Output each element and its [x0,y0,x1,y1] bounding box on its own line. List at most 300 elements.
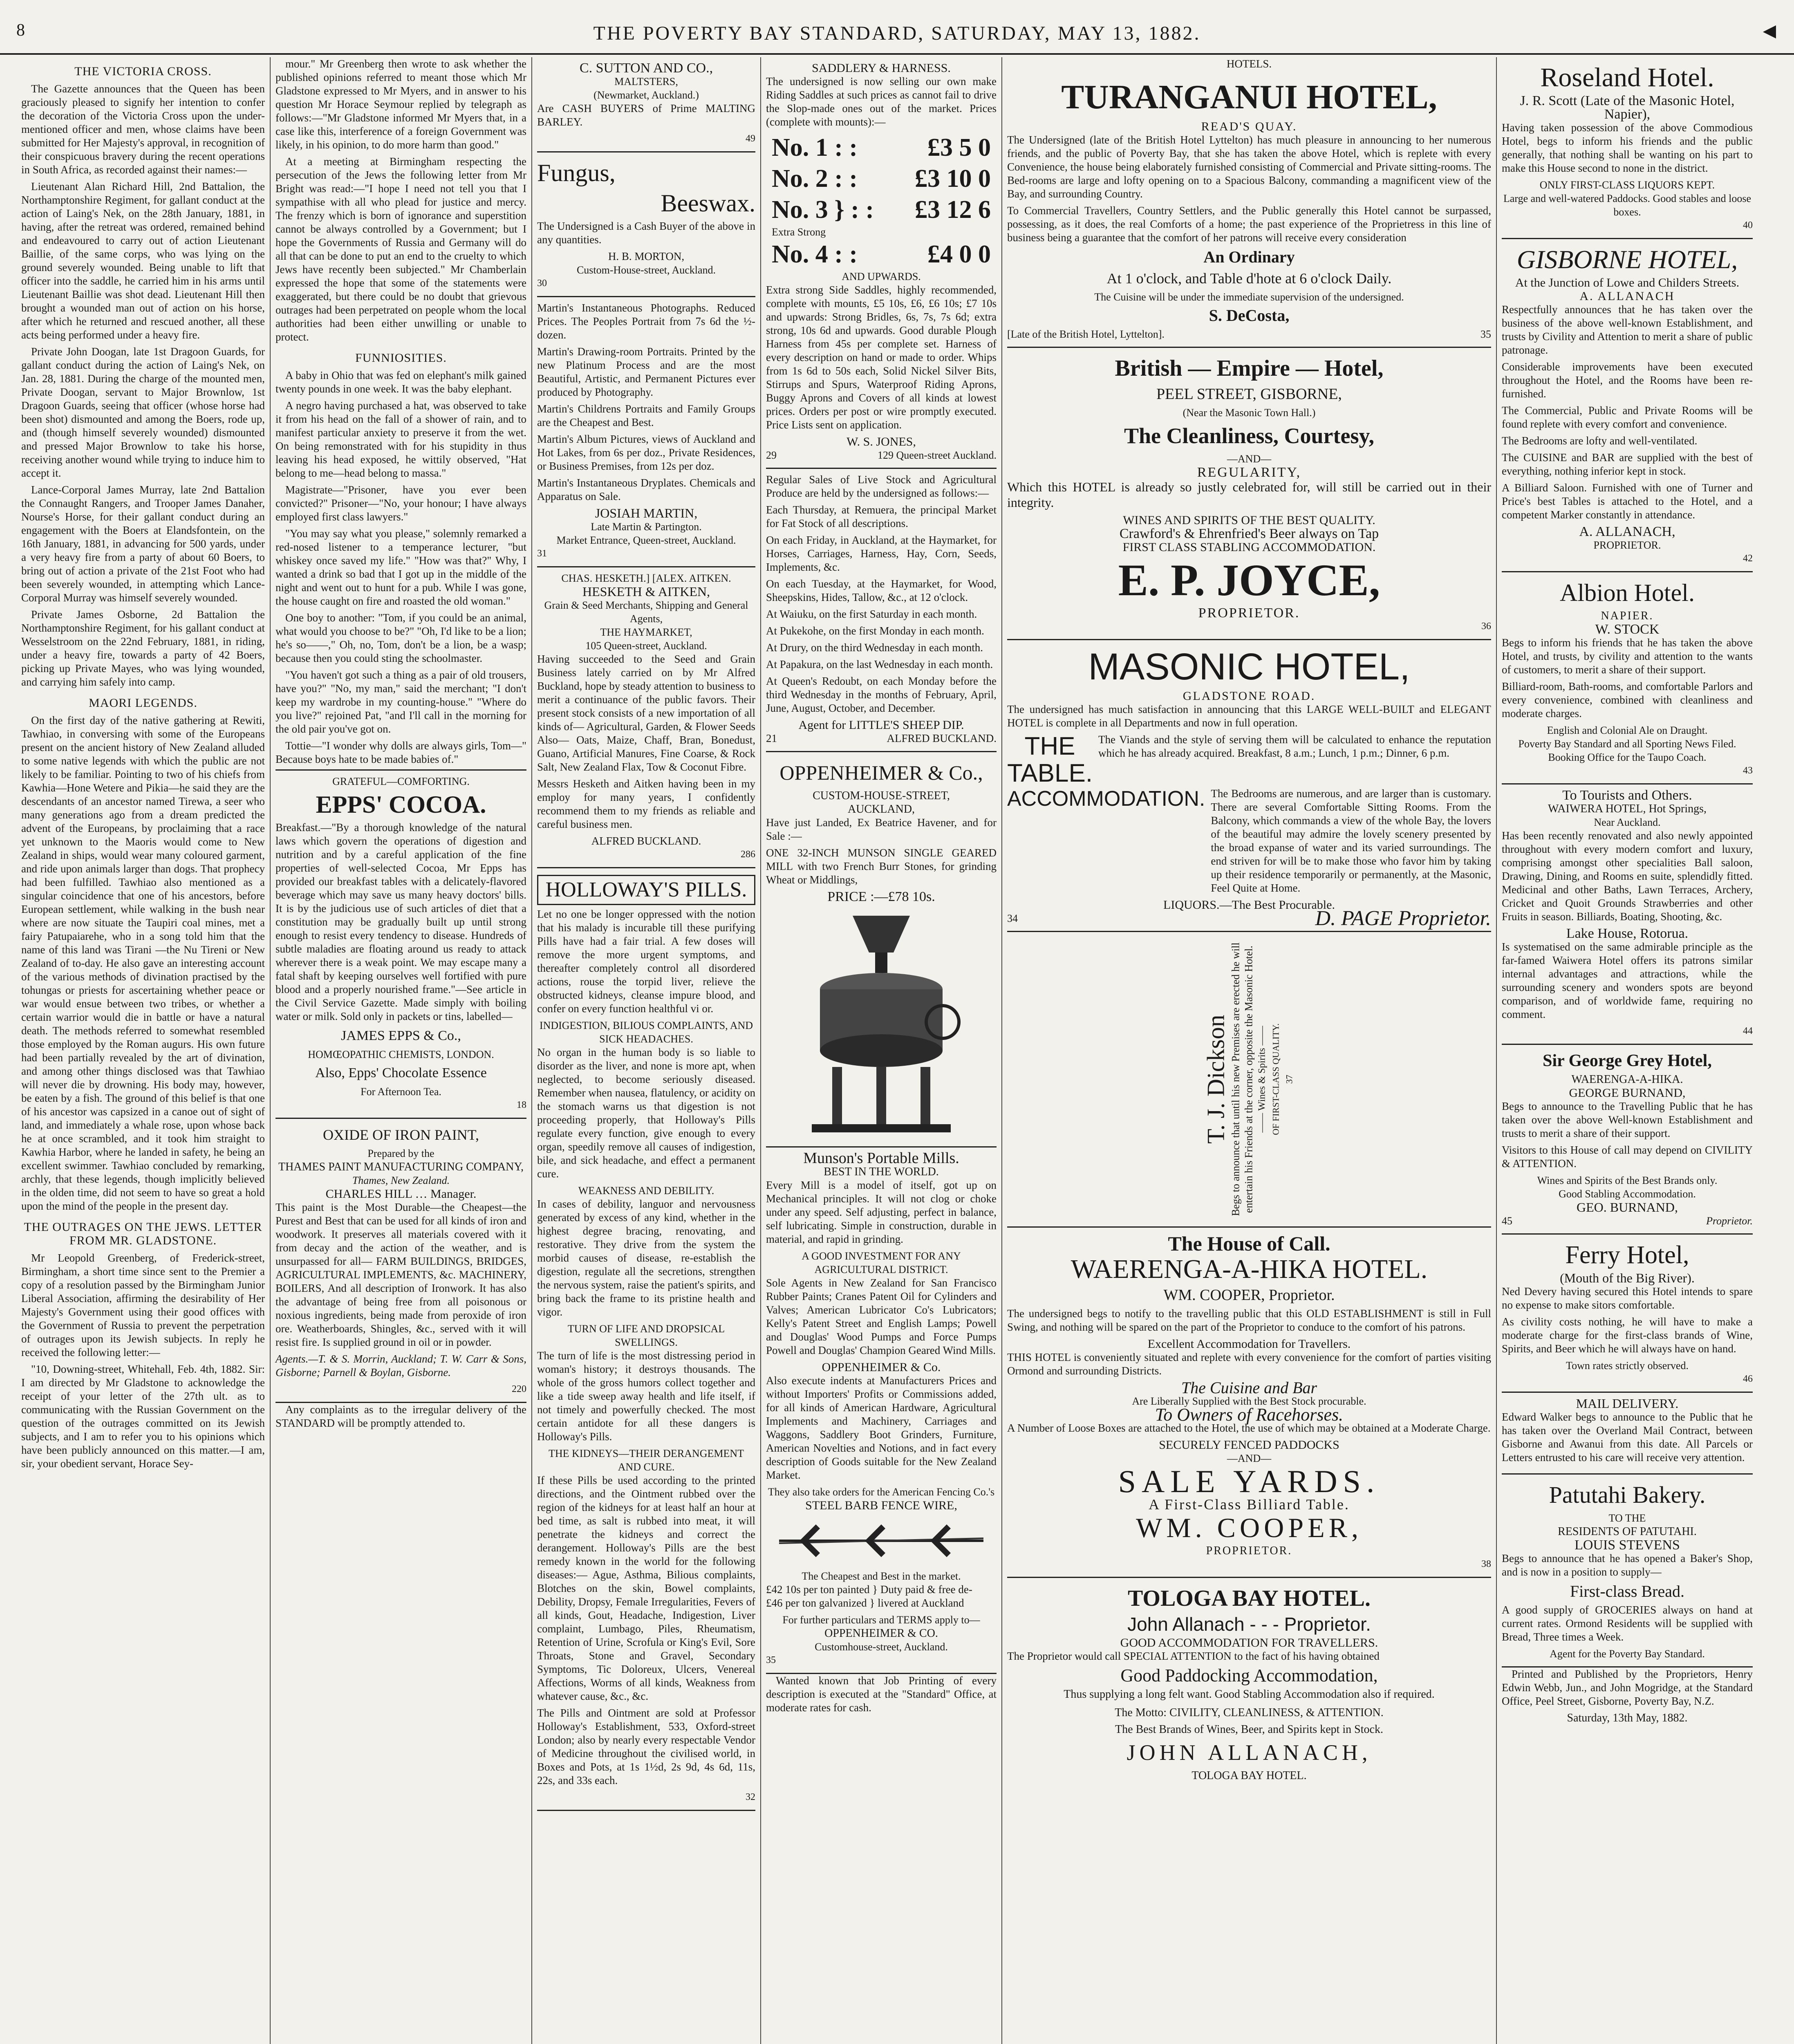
grey-loc: WAERENGA-A-HIKA. [1571,1073,1683,1086]
be-regularity: REGULARITY, [1197,465,1301,480]
albion-loc: NAPIER. [1601,610,1654,622]
be-addr: PEEL STREET, GISBORNE, [1156,385,1342,403]
paint-sub2: THAMES PAINT MANUFACTURING COMPANY, [278,1161,524,1173]
be-and: —AND— [1227,453,1272,465]
masonic-table: The Viands and the style of serving them will be calculated to enhance the reputation which he has already acquired. Breakfast, 8 a.m.; Lunch, 1 p.m.; Dinner, 6 p.m. [1098,733,1491,759]
mail-heading: MAIL DELIVERY. [1576,1396,1679,1411]
beeswax-title: Beeswax. [661,190,755,217]
albion-body2: Billiard-room, Bath-rooms, and comfortable Parlors and every convenience, combined with cleanliness and moderate charges. [1502,680,1753,719]
masthead [0,16,1794,55]
opp-price: PRICE :—£78 10s. [827,889,935,904]
sales-footer [766,732,997,745]
munson-body: Every Mill is a model of itself, got up on Mechanical principles. It will not clog or choke under any speed. Self adjusting, perfect in balance, self lubricating. Simple in construction, durable in material, and rapid in grinding. [766,1179,997,1245]
ad-number: 40 [1743,220,1753,231]
grey-title: Sir George Grey Hotel, [1543,1051,1712,1070]
tologa-body: The Proprietor would call SPECIAL ATTENTION to the fact of his having obtained [1007,1650,1380,1662]
sales-item: At Pukekohe, on the first Monday in each month. [766,625,984,637]
vc-para: Private James Osborne, 2d Battalion the Northamptonshire Regiment, for his gallant conduct at Wesselstroom on the 22nd February, 1881, in riding, under a heavy fire, towards a party of 42 Boers, picking up Private Mayes, who was lying wounded, and carrying him safely into camp. [21,608,265,688]
grey-body2: Visitors to this House of call may depend on CIVILITY & ATTENTION. [1502,1144,1753,1170]
sales-intro: Regular Sales of Live Stock and Agricultural Produce are held by the undersigned as follows:— [766,473,997,499]
fungus-ad [537,152,755,297]
tologa-sign2: TOLOGA BAY HOTEL. [1192,1769,1307,1782]
column-2 [270,57,531,2044]
column-1 [16,57,270,2044]
roseland-pad: Large and well-watered Paddocks. Good stables and loose boxes. [1503,193,1751,218]
martin-late: Late Martin & Partington. [591,521,702,533]
munson-invest: A GOOD INVESTMENT FOR ANY AGRICULTURAL DISTRICT. [802,1250,961,1275]
opp-body: Have just Landed, Ex Beatrice Havener, and for Sale :— [766,816,997,842]
ad-number: 31 [537,548,547,559]
ad-number: 286 [741,849,755,860]
martin-addr: Market Entrance, Queen-street, Auckland. [556,534,736,546]
hesketh-sub: Grain & Seed Merchants, Shipping and General Agents, [544,599,748,625]
masonic-body: The undersigned has much satisfaction in announcing that this LARGE WELL-BUILT and ELEGANT HOTEL is complete in all Departments and now in full operation. [1007,703,1491,729]
roseland-body: Having taken possession of the above Commodious Hotel, begs to inform his friends and the public generally, that nothing shall be wanting on his part to make this House second to none in the district. [1502,121,1753,174]
waiwera-body: Has been recently renovated and also newly appointed throughout with every modern comfort and luxury, comprising amongst other specialities Ball saloon, Drawing, Dining, and Rooms en suite, splendidly fitted. Medicinal and other Baths, Lawn Terraces, Archery, Cricket and Quoit Grounds Strawberries and other Fruits in season. Billiards, Boating, Shooting, &c. [1502,829,1753,923]
gis-prop: PROPRIETOR. [1593,539,1661,551]
albion-title: Albion Hotel. [1560,579,1695,606]
vc-para: Private John Doogan, late 1st Dragoon Guards, for gallant conduct during the action of Laing's Nek, on Jan. 28, 1881. During the charge of the mounted men, Private Doogan, servant to Major Brownlow, 1st Dragoon Guards, seeing that officer (whose horse had been shot) dismounted and among the Boers, rode up, and (though himself severely wounded) dismounted and pressed Major Brownlow to take his horse, receiving another wound while trying to induce him to accept it. [21,345,265,479]
fun-para: Tottie—"I wonder why dolls are always girls, Tom—" Because boys hate to be made babies of." [275,740,526,765]
tologa-owner: John Allanach - - - Proprietor. [1127,1614,1371,1635]
wh-cuisine: The Cuisine and Bar [1181,1378,1317,1397]
grey-wines: Wines and Spirits of the Best Brands only. [1537,1174,1718,1186]
tologa-paddock: Good Paddocking Accommodation, [1120,1665,1378,1685]
ad-number: 35 [1480,328,1491,340]
saddlery-ad [766,57,997,469]
epps-cocoa-ad [275,769,526,1119]
price-row [766,194,997,225]
albion-owner: W. STOCK [1595,622,1660,637]
oj-para: "10, Downing-street, Whitehall, Feb. 4th, 1882. Sir: I am directed by Mr Gladstone to acknowledge the receipt of your letter of the 27th ult. as to communicating with the Russian Government on the question of the outrages committed on its Jewish subjects, and I am to refer you to his opinions which have been publicly announced on this matter.—I am, sir, your obedient servant, Horace Sey- [21,1363,265,1470]
holloway-intro: Let no one be longer oppressed with the notion that his malady is incurable till these purifying Pills have had a fair trial. A few doses will remove the more urgent symptoms, and thereafter completely control all disordered actions, rouse the torpid liver, relieve the obstructed kidneys, cleanse impure blood, and confer on every function healthful vi or. [537,908,755,1015]
bakery-ad [1502,1475,1753,1667]
fun-para: "You may say what you please," solemnly remarked a red-nosed listener to a temperance lecturer, "but whiskey once saved my life." "How was that?" Why, I wanted a drink so bad that I got up in the middle of the night and went out to hunt for a pub. While I was gone, the house caught on fire and roasted the old woman." [275,527,526,607]
be-near: (Near the Masonic Town Hall.) [1183,407,1316,419]
epps-maker: JAMES EPPS & Co., [341,1028,461,1043]
masonic-owner: D. PAGE Proprietor. [1315,907,1491,930]
roseland-ad [1502,57,1753,239]
fence-best: The Cheapest and Best in the market. [802,1570,961,1582]
sutton-body: Are CASH BUYERS of Prime MALTING BARLEY. [537,102,755,128]
holloway-heading: TURN OF LIFE AND DROPSICAL SWELLINGS. [567,1323,725,1348]
roseland-title: Roseland Hotel. [1540,63,1714,92]
price-value: £3 5 0 [927,134,991,161]
ferry-hotel-ad [1502,1235,1753,1393]
grey-body: Begs to announce to the Travelling Public that he has taken over the above Well-known Establishment and trusts to merit a share of their support. [1502,1100,1753,1139]
wh-owner2: WM. COOPER, [1136,1512,1362,1543]
bakery-title: Patutahi Bakery. [1549,1481,1706,1508]
ad-number: 30 [537,278,547,289]
column-4 [760,57,1001,2044]
decosta-late: [Late of the British Hotel, Lyttelton]. [1007,328,1165,340]
victoria-cross-heading: THE VICTORIA CROSS. [74,65,212,78]
munson-title: Munson's Portable Mills. [803,1150,959,1167]
fun-para: A negro having purchased a hat, was observed to take it from his head on the fall of a shower of rain, and to manifest particular anxiety to preserve it from the wet. On being remonstrated with for his stupidity in thus leaving his head exposed, he wittily observed, "Hat belong to me—head belong to massa." [275,399,526,479]
albion-taupo: Booking Office for the Taupo Coach. [1548,751,1707,763]
bakery-agent: Agent for the Poverty Bay Standard. [1550,1648,1705,1660]
opp-mill: ONE 32-INCH MUNSON SINGLE GEARED MILL with two French Burr Stones, for grinding Wheat or Middlings, [766,847,997,886]
wanted-notice: Wanted known that Job Printing of every description is executed at the "Standard" Office, at moderate rates for cash. [766,1674,997,1714]
fence-title: STEEL BARB FENCE WIRE, [805,1499,957,1512]
hotels-heading: HOTELS. [1226,58,1272,70]
mail-ad [1502,1393,1753,1475]
fungus-name: H. B. MORTON, [608,250,685,262]
masonic-ad [1007,640,1491,932]
sales-item: At Papakura, on the last Wednesday in each month. [766,658,993,670]
imprint: Printed and Published by the Proprietors, Henry Edwin Webb, Jun., and John Mogridge, at the Standard Office, Peel Street, Gisborne, Poverty Bay, N.Z. [1502,1668,1753,1707]
wh-sale: SALE YARDS. [1118,1464,1380,1499]
hesketh-title: HESKETH & AITKEN, [582,584,710,599]
tologa-motto: The Motto: CIVILITY, CLEANLINESS, & ATTENTION. [1115,1706,1384,1719]
opp2-body: Also execute indents at Manufacturers Prices and without Importers' Profits or Commissions added, for all kinds of American Hardware, Agricultural Implements and Machinery, Carriages and Waggons, Saddlery Boot Grinders, Furniture, American Novelties and Notions, and in fact every description of Goods suitable for the New Zealand Market. [766,1374,997,1481]
tur-body: The Undersigned (late of the British Hotel Lyttelton) has much pleasure in announcing to her numerous friends, and the public of Poverty Bay, that she has taken the above Hotel, which is replete with every Convenience, the house being elaborately furnished consisting of Commercial and Private sitting-rooms. The Bed-rooms are large and lofty opening on to a Spacious Balcony, commanding a magnificent view of the Bay, and surrounding Country. [1007,134,1491,200]
price-value: £4 0 0 [927,240,991,268]
fence-terms: For further particulars and TERMS apply to— [782,1614,980,1626]
bakery-to: TO THE [1608,1512,1646,1524]
saddlery-addr: 129 Queen-street Auckland. [878,449,997,461]
wh-excellent: Excellent Accommodation for Travellers. [1147,1337,1351,1351]
masonic-acc-row [1007,787,1491,898]
dickson-ad [1007,932,1491,1228]
sales-item: At Waiuku, on the first Saturday in each month. [766,608,977,620]
wh-billiard: A First-Class Billiard Table. [1149,1496,1350,1513]
dickson-quality: OF FIRST-CLASS QUALITY. [1270,1023,1281,1135]
holloway-title: HOLLOWAY'S PILLS. [537,875,755,905]
gis-body: Respectfully announces that he has taken over the business of the above well-known Establishment, and trusts by Civility and Attention to merit a share of public patronage. [1502,303,1753,356]
funniosities-heading: FUNNIOSITIES. [355,351,447,365]
lake-body: Is systematised on the same admirable principle as the far-famed Waiwera Hotel offers its patrons similar internal advantages and attractions, while the surrounding scenery and wonders spots are beyond comparison, and of worldwide fame, requiring no comment. [1502,941,1753,1020]
sales-sign: ALFRED BUCKLAND. [887,732,997,744]
hesketh-haymarket: THE HAYMARKET, [600,626,692,638]
sutton-sub: MALTSTERS, [614,76,678,87]
masonic-addr: GLADSTONE ROAD. [1183,689,1316,703]
wh-owner: WM. COOPER, Proprietor. [1163,1286,1335,1304]
cont-para: mour." Mr Greenberg then wrote to ask whether the published opinions referred to meant those which Mr Gladstone expressed to Mr Myers, and in answer to his question Mr Horace Seymour replied by telegraph as follows:—"Mr Gladstone informed Mr Myers that, in a case like this, interference of a foreign Government was likely, in his opinion, to do more harm than good." [275,58,526,151]
call-title: The House of Call. [1168,1232,1330,1255]
ad-number: 18 [517,1100,526,1110]
holloway-para: In cases of debility, languor and nervousness generated by excess of any kind, whether in the highest degree bracing, renovating, and restorative. They drive from the system the morbid causes of disease, re-establish the digestion, regulate all the secretions, strengthen the nervous system, raise the patient's spirits, and bring back the frame to its pristine health and vigor. [537,1198,755,1318]
tourists-title: To Tourists and Others. [1562,788,1692,803]
tologa-good: GOOD ACCOMMODATION FOR TRAVELLERS. [1120,1636,1378,1650]
saddlery-intro: The undersigned is now selling our own make Riding Saddles at such prices as cannot fail to drive the Slop-made ones out of the market. Prices (complete with mounts):— [766,75,997,128]
fungus-body: The Undersigned is a Cash Buyer of the above in any quantities. [537,220,755,246]
albion-news: Poverty Bay Standard and all Sporting News Filed. [1518,738,1736,750]
vc-para: The Gazette announces that the Queen has been graciously pleased to signify her intention to confer the decoration of the Victoria Cross upon the under-mentioned officer and men, whose claims have been submitted for Her Majesty's approval, in recognition of their conspicuous bravery during the recent operations in South Africa, as recorded against their names:— [21,83,265,176]
fence-price: £42 10s per ton painted } Duty paid & free de- £46 per ton galvanized } livered at Auckland [766,1583,972,1609]
opp3-title: OPPENHEIMER & CO. [824,1627,938,1640]
dickson-name: T. J. Dickson [1202,1015,1230,1144]
grey-stabling: Good Stabling Accommodation. [1559,1188,1696,1200]
gis-sign: A. ALLANACH, [1579,524,1675,539]
ordinary-body: At 1 o'clock, and Table d'hote at 6 o'clock Daily. [1106,270,1392,287]
dickson-wines: —— Wines & Spirits —— [1256,1026,1268,1133]
saddlery-footer [766,448,997,462]
ordinary-title: An Ordinary [1203,248,1295,266]
ferry-body: Ned Devery having secured this Hotel intends to spare no expense to make sitors comfortable. [1502,1285,1753,1311]
and-upwards: AND UPWARDS. [842,271,921,282]
price-row [766,163,997,194]
tologa-brands: The Best Brands of Wines, Beer, and Spirits kept in Stock. [1115,1723,1383,1736]
opp3-addr: Customhouse-street, Auckland. [815,1641,948,1653]
arrow-left-icon: ◀ [1763,22,1778,40]
hesketh-body: Having succeeded to the Seed and Grain Business lately carried on by Mr Alfred Buckland, hope by steady attention to business to merit a continuance of the public favors. Their present stock consists of a new importation of all kinds of— Agricultural, Garden, & Flower Seeds Also— Oats, Maize, Chaff, Bran, Bonedust, Guano, Artificial Manures, Fine Coarse, & Rock Salt, New Zealand Flax, Tow & Coconut Fibre. [537,653,755,773]
sales-item: At Drury, on the third Wednesday in each month. [766,641,983,654]
tologa-sign: JOHN ALLANACH, [1127,1740,1372,1765]
albion-body: Begs to inform his friends that he has taken the above Hotel, and trusts, by civility and attention to the wants of customers, to merit a share of their support. [1502,637,1753,676]
be-stabling: FIRST CLASS STABLING ACCOMMODATION. [1122,540,1376,554]
martin-item: Martin's Childrens Portraits and Family Groups are the Cheapest and Best. [537,403,755,428]
ad-number: 35 [766,1655,776,1665]
cont-para: At a meeting at Birmingham respecting the persecution of the Jews the following letter from Mr Bright was read:—"I hope I need not tell you that I sympathise with all who plead for justice and mercy. The frenzy which is born of ignorance and superstition cannot be always controlled by a Government; but I hope the Governments of Russia and Germany will do all that can be done to put an end to the cruelty to which Jews have recently been subjected." Mr Chamberlain expressed the hope that some of the statements were exaggerated, but there could be no doubt that grievous outrages had been perpetrated on people whom the local authorities had been either unwilling or unable to protect. [275,155,526,343]
tologa-ad [1007,1578,1491,1788]
sole-agents: Sole Agents in New Zealand for San Francisco Rubber Paints; Cranes Patent Oil for Cylinders and Valves; American Lubricator Co's Lubricators; Kelly's Patent Street and English Lamps; Powell and Douglas' Wood Pumps and Force Pumps Powell and Douglas' Champion Geared Wind Mills. [766,1277,997,1356]
epps-label: GRATEFUL—COMFORTING. [332,775,470,787]
buckland-sales-ad [766,469,997,752]
ad-number: 38 [1481,1559,1491,1569]
be-owner: E. P. JOYCE, [1118,555,1380,605]
be-prop: PROPRIETOR. [1198,605,1300,621]
sales-item: On each Tuesday, at the Haymarket, for Wood, Sheepskins, Hides, Tallow, &c., at 12 o'clock. [766,578,997,603]
martin-item: Martin's Instantaneous Dryplates. Chemicals and Apparatus on Sale. [537,477,755,502]
hesketh-recommend: Messrs Hesketh and Aitken having been in my employ for many years, I confidently recommend them to my friends as reliable and careful business men. [537,778,755,830]
ad-number: 34 [1007,912,1018,924]
wh-body2: THIS HOTEL is conveniently situated and replete with every convenience for the comfort of parties visiting Ormond and surrounding Districts. [1007,1351,1491,1377]
ferry-cash: Town rates strictly observed. [1566,1360,1689,1372]
masonic-footer [1007,907,1491,930]
be-beer: Crawford's & Ehrenfried's Beer always on Tap [1119,526,1379,541]
tur-body2: To Commercial Travellers, Country Settlers, and the Public generally this Hotel cannot be surpassed, possessing, as it does, the real Comforts of a home; the past experience of the Proprietress in this line of business being a guarantee that the comfort of her patrons will receive every consideration [1007,204,1491,244]
gis-title: GISBORNE HOTEL, [1516,245,1738,274]
price-no: No. 1 : : [772,134,858,161]
price-row [766,239,997,270]
be-clean: The Cleanliness, Courtesy, [1124,424,1375,448]
barb-wire-illustration [775,1516,988,1565]
page-title: THE POVERTY BAY STANDARD, SATURDAY, MAY 13, 1882. [593,22,1201,44]
gis-body: The Bedrooms are lofty and well-ventilated. [1502,435,1698,447]
fun-para: A baby in Ohio that was fed on elephant's milk gained twenty pounds in one week. It was the baby elephant. [275,369,526,395]
wh-body: The undersigned begs to notify to the travelling public that this OLD ESTABLISHMENT is still in Full Swing, and nothing will be spared on the part of the Proprietor to conduce to the comfort of his patrons. [1007,1307,1491,1333]
waiwera-ad [1502,784,1753,1045]
mill-illustration [795,908,967,1136]
sales-item: Each Thursday, at Remuera, the principal Market for Fat Stock of all descriptions. [766,504,997,529]
hesketh-ad [537,567,755,868]
bakery-bread: First-class Bread. [1570,1582,1684,1600]
waiwera-title: WAIWERA HOTEL, Hot Springs, [1548,802,1707,815]
fungus-title: Fungus, [537,159,616,186]
bakery-body2: A good supply of GROCERIES always on hand at current rates. Ormond Residents will be supplied with Bread, Three times a Week. [1502,1604,1753,1643]
outrages-heading: THE OUTRAGES ON THE JEWS. LETTER FROM MR. GLADSTONE. [24,1220,262,1247]
price-value: £3 10 0 [915,165,991,193]
wh-prop: PROPRIETOR. [1206,1544,1292,1557]
masonic-title: MASONIC HOTEL, [1088,646,1410,688]
ad-number: 49 [746,133,755,144]
waerenga-ad [1007,1228,1491,1578]
fun-para: "You haven't got such a thing as a pair of old trousers, have you?" "No, my man," said the merchant; "I don't keep my wardrobe in my counting-house." "Where do you live?" rejoined Pat, "and I'll call in the morning for the old pair you've got on. [275,669,526,735]
ordinary-cuisine: The Cuisine will be under the immediate supervision of the undersigned. [1094,291,1404,303]
masonic-acc-heading: ACCOMMODATION. [1007,787,1205,811]
dickson-rotated [1203,940,1296,1218]
albion-ad [1502,572,1753,784]
paint-body: This paint is the Most Durable—the Cheapest—the Purest and Best that can be used for all kinds of iron and woodwork. It preserves all materials covered with it from decay and the action of the weather, and is unsurpassed for all— FARM BUILDINGS, BRIDGES, AGRICULTURAL IMPLEMENTS, &c. MACHINERY, BOILERS, And all description of Ironwork. It has also the advantage of being free from all poisonous or noxious ingredients, being made from peroxide of iron ore. Weatherboards, Shingles, &c., served with it will resist fire. Is supplied ground in oil or in powder. [275,1201,526,1348]
martin-item: Martin's Drawing-room Portraits. Printed by the new Platinum Process and are the most Beautiful, Artistic, and Permanent Pictures ever produced by Photography. [537,345,755,398]
vc-para: Lieutenant Alan Richard Hill, 2nd Battalion, the Northamptonshire Regiment, for gallant conduct at the action of Laing's Nek, on the 28th January, 1881, in having, after the retreat was ordered, remained behind and endeavoured to carry out of action Lieutenant Baillie, of the same corps, who was lying on the ground severely wounded. Being unable to lift that officer into the saddle, he carried him in his arms until Lieutenant Baillie was shot dead. Lieutenant Hill then brought a wounded man out of action on his horse, after which he returned and rescued another, all these acts being performed under a heavy fire. [21,180,265,341]
maori-legends-heading: MAORI LEGENDS. [89,696,197,710]
wh-liberally: Are Liberally Supplied with the Best Stock procurable. [1132,1395,1366,1407]
ferry-body2: As civility costs nothing, he will have to make a moderate charge for the first-class brands of Wine, Spirits, and Beer which he will always have on hand. [1502,1316,1753,1355]
albion-ale: English and Colonial Ale on Draught. [1547,724,1708,736]
holloway-para: The Pills and Ointment are sold at Professor Holloway's Establishment, 533, Oxford-street London; also by nearly every respectable Vendor of Medicine throughout the civilised world, in Boxes and Pots, at 1s 1½d, 2s 9d, 4s 6d, 11s, 22s, and 33s each. [537,1707,755,1786]
column-6 [1496,57,1758,2044]
sales-item: At Queen's Redoubt, on each Monday before the third Wednesday in the months of February, April, June, August, October, and December. [766,675,997,714]
ad-number: 43 [1743,765,1753,776]
vc-para: Lance-Corporal James Murray, late 2nd Battalion the Connaught Rangers, and Trooper James Danaher, Nourse's Horse, for their gallant conduct during an engagement with the Boers at Elandsfontein, on the 16th January, 1881, in advancing for 500 yards, under a very heavy fire from a party of about 60 Boers, to bring out of action a private of the 21st Foot who had been severely wounded, in attempting which Lance-Corporal Murray was himself severely wounded. [21,484,265,604]
column-5 [1001,57,1496,2044]
wh-race: To Owners of Racehorses. [1155,1405,1344,1425]
hesketh-sign: ALFRED BUCKLAND. [591,835,701,847]
ad-number: 44 [1743,1026,1753,1036]
opp-addr2: AUCKLAND, [847,803,915,816]
sheep-dip: Agent for LITTLE'S SHEEP DIP. [798,718,964,732]
martin-item: Martin's Album Pictures, views of Auckland and Hot Lakes, from 6s per doz., Private Residences, or Business Premises, from 12s per doz. [537,433,755,472]
epps-sub: HOMŒOPATHIC CHEMISTS, LONDON. [308,1049,494,1060]
price-row [766,132,997,163]
gis-billiard: A Billiard Saloon. Furnished with one of Turner and Price's best Tables is attached to the Hotel, and a competent Marker constantly in attendance. [1502,482,1753,521]
grey-hotel-ad [1502,1045,1753,1235]
tologa-title: TOLOGA BAY HOTEL. [1128,1586,1371,1611]
sales-item: On each Friday, in Auckland, at the Haymarket, for Horses, Carriages, Harness, Hay, Corn, Seeds, Implements, &c. [766,534,997,573]
sutton-title: C. SUTTON AND CO., [579,61,713,76]
hesketh-addr: 105 Queen-street, Auckland. [585,640,707,652]
ad-number: 36 [1481,621,1491,632]
imprint-date: Saturday, 13th May, 1882. [1567,1712,1688,1724]
sutton-ad [537,57,755,152]
roseland-liq: ONLY FIRST-CLASS LIQUORS KEPT. [1539,179,1715,191]
holloway-para: No organ in the human body is so liable to disorder as the liver, and none is more apt, when neglected, to become seriously diseased. Remember when nausea, flatulency, or acidity on the stomach warns us that digestion is not proceeding properly, that Holloway's Pills regulate every function, give enough to every organ, speedily remove all causes of indigestion, bile, and sick headache, and effect a permanent cure. [537,1046,755,1180]
epps-also: Also, Epps' Chocolate Essence [315,1065,487,1080]
wh-and: —AND— [1227,1452,1272,1464]
saddlery-body: Extra strong Side Saddles, highly recommended, complete with mounts, £5 10s, £6, £6 10s; £7 10s and upwards: Strong Bridles, 6s, 7s, 7s 6d; extra strong, 10s 6d and upwards. Good durable Plough Harness from 45s per complete set. Harness of every description on hand or made to order. Whips from 1s 6d to 50s each, Solid Nickel Silver Bits, Stirrups and Spurs, Waterproof Riding Aprons, Buggy Aprons and Covers of all kinds at lowest prices. Orders per post or wire promptly executed. Price Lists sent on application. [766,284,997,431]
paint-agents: Agents.—T. & S. Morrin, Auckland; T. W. Carr & Sons, Gisborne; Parnell & Boylan, Gisborne. [275,1353,526,1378]
saddlery-name: W. S. JONES, [847,435,916,448]
ad-number: 21 [766,732,777,744]
paint-sub3: Thames, New Zealand. [352,1174,450,1186]
ad-number: 46 [1743,1374,1753,1384]
epps-title: EPPS' COCOA. [316,791,486,818]
holloway-heading: WEAKNESS AND DEBILITY. [578,1185,714,1197]
wh-boxes: A Number of Loose Boxes are attached to the Hotel, the use of which may be obtained at a Moderate Charge. [1007,1422,1491,1434]
turanganui-ad [1007,71,1491,348]
wh-title: WAERENGA-A-HIKA HOTEL. [1071,1254,1428,1284]
munson-ad [766,1148,997,1674]
paint-title: OXIDE OF IRON PAINT, [323,1127,479,1143]
ad-number: 45 [1502,1215,1512,1227]
ad-number: 42 [1743,553,1753,564]
complaints-notice: Any complaints as to the irregular delivery of the STANDARD will be promptly attended to. [275,1403,526,1429]
dickson-body: Begs to announce that until his new Premises are erected he will entertain his Friends at the corner, opposite the Masonic Hotel. [1230,942,1255,1216]
martin-item: Martin's Instantaneous Photographs. Reduced Prices. The Peoples Portrait from 7s 6d the ½-dozen. [537,302,755,341]
price-no: No. 4 : : [772,240,858,268]
tur-title: TURANGANUI HOTEL, [1061,78,1437,116]
sutton-loc: (Newmarket, Auckland.) [594,89,699,101]
lake-title: Lake House, Rotorua. [1566,926,1689,941]
tologa-body2: Thus supplying a long felt want. Good Stabling Accommodation also if required. [1064,1688,1435,1701]
waiwera-near: Near Auckland. [1594,816,1661,828]
grey-sign: GEO. BURNAND, [1577,1200,1678,1215]
ferry-sub: (Mouth of the Big River). [1560,1271,1695,1285]
holloway-heading: INDIGESTION, BILIOUS COMPLAINTS, AND SICK HEADACHES. [539,1020,753,1045]
masonic-acc: The Bedrooms are numerous, and are larger than is customary. There are several Comfortable Sitting Rooms. From the Balcony, which commands a view of the whole Bay, the lovers of the beautiful may admire the lovely scenery presented by the broad expanse of water and its varied surroundings. The end striven for will be to make those who favor him by taking up their residence temporarily or permanently, at the Masonic, Feel Quite at Home. [1211,787,1491,894]
paint-manager: CHARLES HILL … Manager. [325,1187,477,1201]
paint-ad [275,1119,526,1403]
oppenheimer-ad [766,752,997,1148]
be-wines: WINES AND SPIRITS OF THE BEST QUALITY. [1123,513,1375,527]
gis-owner: A. ALLANACH [1579,289,1675,303]
saddlery-heading: SADDLERY & HARNESS. [812,61,951,75]
ad-number: 32 [746,1792,755,1802]
wh-fenced: SECURELY FENCED PADDOCKS [1159,1438,1339,1452]
price-no: No. 3 } : : [772,196,874,224]
opp-addr1: CUSTOM-HOUSE-STREET, [813,789,950,802]
holloway-heading: THE KIDNEYS—THEIR DERANGEMENT AND CURE. [548,1448,744,1473]
munson-best: BEST IN THE WORLD. [824,1165,939,1178]
epps-also2: For Afternoon Tea. [361,1086,441,1098]
fun-para: One boy to another: "Tom, if you could be an animal, what would you choose to be?" "Oh, I'd like to be a lion; he's so——," Oh, no, Tom, don't be a lion, be a wasp; because then you could sting the schoolmaster. [275,612,526,664]
page-mark: 8 [16,21,27,40]
ad-number: 220 [512,1384,526,1394]
roseland-owner: J. R. Scott (Late of the Masonic Hotel, Napier), [1520,93,1735,122]
holloway-para: The turn of life is the most distressing period in woman's history; it destroys thousands. The whole of the gross humors collect together and like a tide sweep away health and life itself, if not timely and powerfully checked. The most certain antidote for all these dangers is Holloway's Pills. [537,1349,755,1443]
bakery-body: Begs to announce that he has opened a Baker's Shop, and is now in a position to supply— [1502,1552,1753,1578]
mail-body: Edward Walker begs to announce to the Public that he has taken over the Overland Mail Contract, between Gisborne and Awanui from this date. All Parcels or Letters entrusted to his care will receive very attention. [1502,1411,1753,1464]
gisborne-hotel-ad [1502,239,1753,572]
epps-body: Breakfast.—"By a thorough knowledge of the natural laws which govern the operations of digestion and nutrition and by a careful application of the fine properties of well-selected Cocoa, Mr Epps has provided our breakfast tables with a delicately-flavored beverage which may save us many heavy doctors' bills. It is by the judicious use of such articles of diet that a constitution may be gradually built up until strong enough to resist every tendency to disease. Hundreds of subtle maladies are floating around us ready to attack wherever there is a weak point. We may escape many a fatal shaft by keeping ourselves well fortified with pure blood and a properly nourished frame."—See article in the Civil Service Gazette. Made simply with boiling water or milk. Sold only in packets or tins, labelled— [275,821,526,1022]
decosta-name: S. DeCosta, [1209,306,1290,325]
gis-body: The CUISINE and BAR are supplied with the best of everything, nothing inferior kept in stock. [1502,451,1753,477]
masonic-table-heading: THE TABLE. [1007,732,1093,787]
ferry-title: Ferry Hotel, [1565,1241,1689,1269]
bakery-owner: LOUIS STEVENS [1575,1537,1680,1553]
column-3 [531,57,760,2044]
masonic-liquors: LIQUORS.—The Best Procurable. [1163,898,1335,912]
gis-body: Considerable improvements have been executed throughout the Hotel, and the Rooms have been re-furnished. [1502,361,1753,400]
british-empire-ad [1007,348,1491,640]
price-value: £3 12 6 [915,196,991,224]
paint-sub1: Prepared by the [367,1148,435,1159]
holloway-para: If these Pills be used according to the printed directions, and the Ointment rubbed over the region of the kidneys for at least half an hour at bed time, as salt is rubbed into meat, it will penetrate the kidneys and correct the derangement. Holloway's Pills are the best remedy known in the world for the following diseases:— Ague, Asthma, Bilious complaints, Blotches on the skin, Bowel complaints, Debility, Dropsy, Female Irregularities, Fevers of all kinds, Gout, Headache, Indigestion, Liver complaint, Lumbago, Piles, Rheumatism, Retention of Urine, Scrofula or King's Evil, Sore Throats, Stone and Gravel, Secondary Symptoms, Tic Doloreux, Ulcers, Venereal Affections, Worms of all kinds, Weakness from whatever cause, &c., &c. [537,1474,755,1702]
fun-para: Magistrate—"Prisoner, have you ever been convicted?" Prisoner—"No, your honour; I have always employed first class lawyers." [275,484,526,523]
martin-ad [537,297,755,567]
martin-name: JOSIAH MARTIN, [595,506,698,520]
gis-sub: At the Junction of Lowe and Childers Streets. [1515,276,1740,289]
tur-sub: READ'S QUAY. [1201,120,1297,133]
masonic-table-row [1007,733,1491,787]
fence-intro: They also take orders for the American Fencing Co.'s [768,1486,995,1498]
holloway-ad [537,868,755,1811]
ad-number: 29 [766,449,777,461]
be-title: British — Empire — Hotel, [1115,356,1384,381]
opp-title: OPPENHEIMER & Co., [779,761,983,784]
grey-footer [1502,1214,1753,1228]
grey-owner: GEORGE BURNAND, [1569,1086,1686,1100]
decosta-footer [1007,327,1491,341]
ad-number: 37 [1284,1075,1295,1084]
opp2-title: OPPENHEIMER & Co. [822,1360,941,1374]
be-body: Which this HOTEL is already so justly celebrated for, will still be carried out in their integrity. [1007,480,1491,510]
gis-body: The Commercial, Public and Private Rooms will be found replete with every comfort and convenience. [1502,404,1753,430]
bakery-res: RESIDENTS OF PATUTAHI. [1558,1525,1697,1538]
grey-prop: Proprietor. [1706,1215,1753,1227]
